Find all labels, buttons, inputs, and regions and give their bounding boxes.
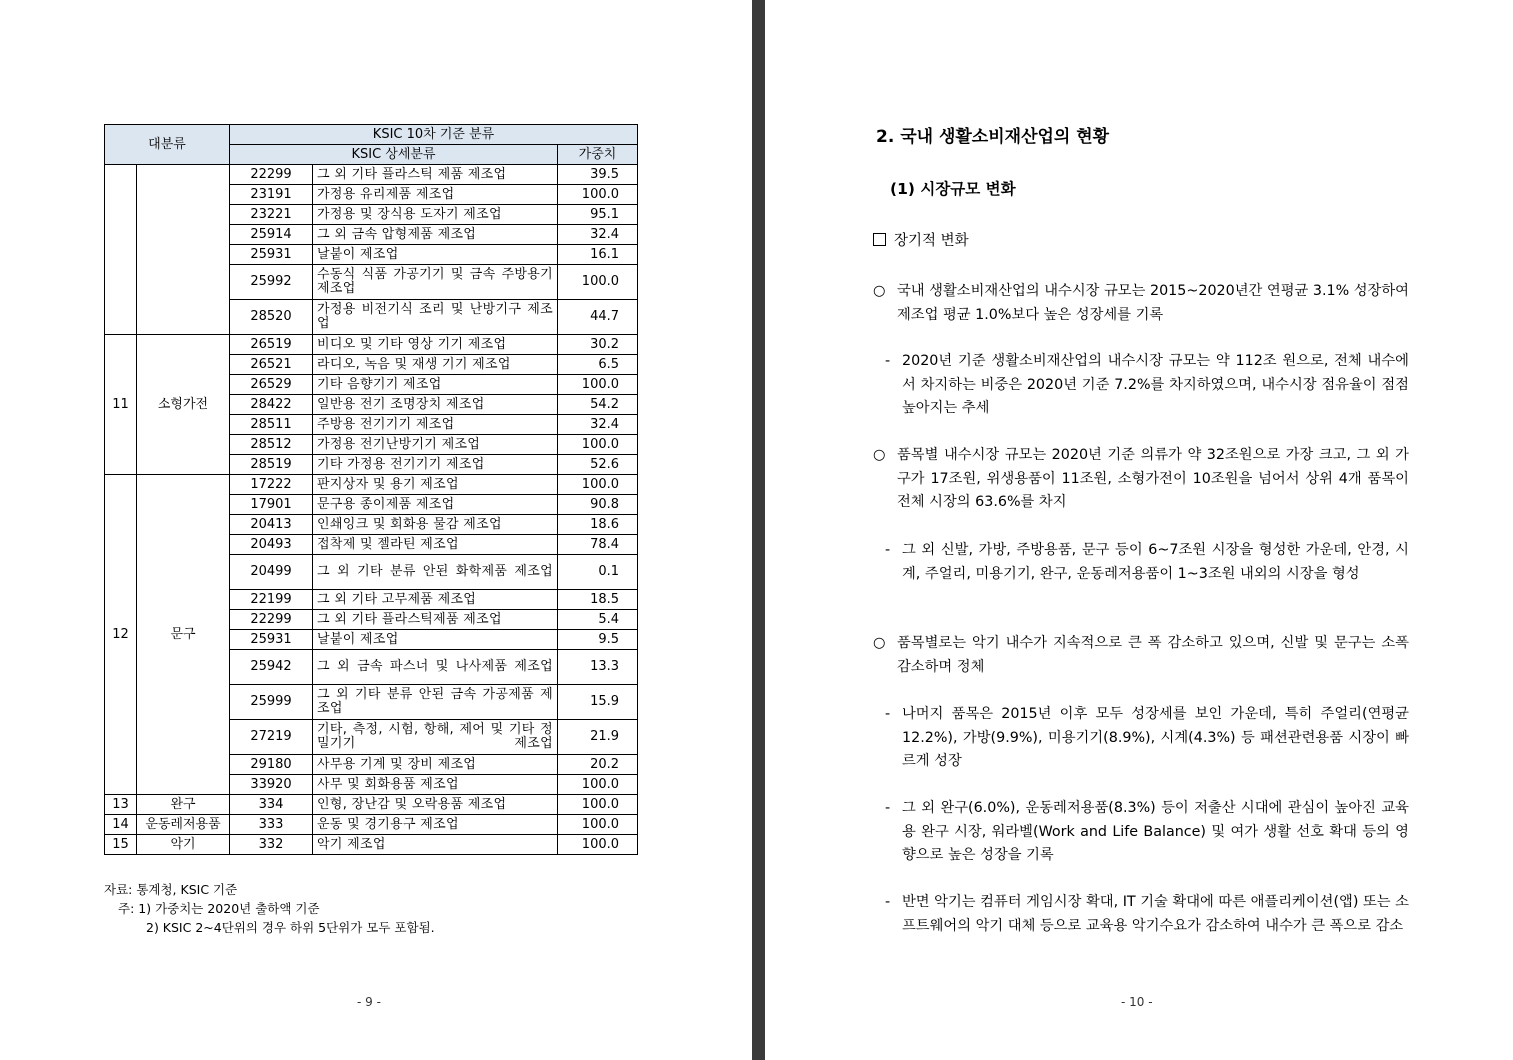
industry-name-cell (313, 555, 558, 590)
industry-name: 그 외 기타 분류 안된 금속 가공제품 제조업 (317, 687, 553, 716)
table-row (105, 165, 638, 185)
ksic-code: 33920 (230, 775, 313, 795)
ksic-code: 22299 (230, 165, 313, 185)
circle-bullet-icon: ○ (873, 283, 886, 299)
weight-value: 100.0 (558, 185, 638, 205)
checkbox-square-icon (873, 233, 886, 246)
industry-name-cell (313, 535, 558, 555)
paragraph-text: 나머지 품목은 2015년 이후 모두 성장세를 보인 가운데, 특히 주얼리(연평균 12.2%), 가방(9.9%), 미용기기(8.9%), 시계(4.3%) 등 패션관련용품 시장이 빠르게 성장 (902, 706, 1409, 769)
subsection-heading: (1) 시장규모 변화 (890, 180, 1016, 198)
industry-name-cell (313, 755, 558, 775)
industry-name-cell (313, 415, 558, 435)
dash-marker: - (885, 353, 891, 369)
industry-name-cell (313, 775, 558, 795)
category-number (105, 165, 137, 335)
ksic-table (104, 124, 638, 855)
ksic-code: 28519 (230, 455, 313, 475)
weight-value: 90.8 (558, 495, 638, 515)
industry-name-cell (313, 355, 558, 375)
industry-name: 그 외 금속 파스너 및 나사제품 제조업 (317, 659, 553, 674)
weight-value: 100.0 (558, 795, 638, 815)
weight-value: 100.0 (558, 265, 638, 300)
paragraph-text: 반면 악기는 컴퓨터 게임시장 확대, IT 기술 확대에 따른 애플리케이션(앱) 또는 소프트웨어의 악기 대체 등으로 교육용 악기수요가 감소하여 내수가 큰 폭으로 감소 (902, 894, 1409, 934)
industry-name: 그 외 기타 플라스틱 제품 제조업 (317, 166, 507, 182)
ksic-code: 25992 (230, 265, 313, 300)
ksic-code: 25931 (230, 245, 313, 265)
section-heading: 2. 국내 생활소비재산업의 현황 (876, 127, 1110, 147)
category-number: 15 (105, 835, 137, 855)
table-row (105, 475, 638, 495)
industry-name: 사무용 기계 및 장비 제조업 (317, 756, 477, 772)
industry-name: 가정용 및 장식용 도자기 제조업 (317, 206, 502, 222)
industry-name: 날붙이 제조업 (317, 631, 399, 647)
weight-value: 100.0 (558, 475, 638, 495)
category-number: 13 (105, 795, 137, 815)
weight-value: 18.6 (558, 515, 638, 535)
weight-value: 95.1 (558, 205, 638, 225)
ksic-code: 22299 (230, 610, 313, 630)
footnote-2: 2) KSIC 2~4단위의 경우 하위 5단위가 모두 포함됨. (146, 920, 435, 935)
industry-name-cell (313, 185, 558, 205)
paragraph-text: 품목별로는 악기 내수가 지속적으로 큰 폭 감소하고 있으며, 신발 및 문구는 소폭 감소하며 정체 (897, 635, 1409, 675)
industry-name-cell (313, 165, 558, 185)
sub-bullet-paragraph (885, 891, 1409, 938)
industry-name: 악기 제조업 (317, 836, 386, 852)
ksic-code: 26519 (230, 335, 313, 355)
weight-value: 39.5 (558, 165, 638, 185)
ksic-code: 26529 (230, 375, 313, 395)
industry-name-cell (313, 455, 558, 475)
ksic-code: 334 (230, 795, 313, 815)
circle-bullet-icon: ○ (873, 635, 886, 651)
weight-value: 16.1 (558, 245, 638, 265)
industry-name: 날붙이 제조업 (317, 246, 399, 262)
weight-value: 52.6 (558, 455, 638, 475)
ksic-code: 25999 (230, 685, 313, 720)
industry-name: 라디오, 녹음 및 재생 기기 제조업 (317, 356, 511, 372)
ksic-code: 17901 (230, 495, 313, 515)
industry-name: 기타, 측정, 시험, 항해, 제어 및 기타 정밀기기 제조업 (317, 722, 553, 751)
industry-name: 접착제 및 젤라틴 제조업 (317, 536, 459, 552)
industry-name-cell (313, 610, 558, 630)
industry-name: 수동식 식품 가공기기 및 금속 주방용기 제조업 (317, 267, 553, 296)
ksic-code: 17222 (230, 475, 313, 495)
category-name: 악기 (137, 835, 230, 855)
industry-name: 가정용 비전기식 조리 및 난방기구 제조업 (317, 302, 553, 331)
ksic-code: 25931 (230, 630, 313, 650)
industry-name: 그 외 금속 압형제품 제조업 (317, 226, 477, 242)
industry-name-cell (313, 205, 558, 225)
weight-value: 44.7 (558, 300, 638, 335)
weight-value: 30.2 (558, 335, 638, 355)
table-header (105, 125, 638, 165)
left-page (0, 0, 752, 1060)
industry-name-cell (313, 685, 558, 720)
industry-name: 가정용 전기난방기기 제조업 (317, 436, 481, 452)
industry-name-cell (313, 395, 558, 415)
dash-marker: - (885, 542, 891, 558)
ksic-code: 25942 (230, 650, 313, 685)
category-number: 14 (105, 815, 137, 835)
weight-value: 100.0 (558, 775, 638, 795)
paragraph-text: 그 외 완구(6.0%), 운동레저용품(8.3%) 등이 저출산 시대에 관심이 높아진 교육용 완구 시장, 워라벨(Work and Life Balance) 및 여가 생활 선호 확대 등의 영향으로 높은 성장을 기록 (902, 800, 1409, 863)
topic-heading (873, 229, 969, 250)
weight-value: 0.1 (558, 555, 638, 590)
footnote-1: 주: 1) 가중치는 2020년 출하액 기준 (118, 901, 320, 916)
ksic-code: 20499 (230, 555, 313, 590)
industry-name: 판지상자 및 용기 제조업 (317, 476, 459, 492)
ksic-code: 27219 (230, 720, 313, 755)
industry-name-cell (313, 435, 558, 455)
table-notes (104, 880, 704, 937)
ksic-code: 25914 (230, 225, 313, 245)
industry-name-cell (313, 265, 558, 300)
ksic-code: 28511 (230, 415, 313, 435)
ksic-code: 23191 (230, 185, 313, 205)
industry-name-cell (313, 475, 558, 495)
industry-name-cell (313, 375, 558, 395)
weight-value: 21.9 (558, 720, 638, 755)
table-row (105, 835, 638, 855)
sub-bullet-paragraph (885, 539, 1409, 586)
weight-value: 13.3 (558, 650, 638, 685)
ksic-code: 20413 (230, 515, 313, 535)
ksic-code: 29180 (230, 755, 313, 775)
industry-name-cell (313, 515, 558, 535)
header-major-category: 대분류 (105, 125, 230, 165)
industry-name-cell (313, 795, 558, 815)
weight-value: 100.0 (558, 835, 638, 855)
category-name: 소형가전 (137, 335, 230, 475)
sub-bullet-paragraph (885, 350, 1409, 421)
ksic-code: 28422 (230, 395, 313, 415)
paragraph-text: 품목별 내수시장 규모는 2020년 기준 의류가 약 32조원으로 가장 크고, 그 외 가구가 17조원, 위생용품이 11조원, 소형가전이 10조원을 넘어서 상위 4개 품목이 전체 시장의 63.6%를 차지 (897, 447, 1409, 510)
circle-bullet-icon: ○ (873, 447, 886, 463)
industry-name: 인쇄잉크 및 회화용 물감 제조업 (317, 516, 502, 532)
ksic-code: 28520 (230, 300, 313, 335)
weight-value: 32.4 (558, 225, 638, 245)
page-number-right: - 10 - (1121, 995, 1153, 1009)
weight-value: 15.9 (558, 685, 638, 720)
sub-bullet-paragraph (885, 797, 1409, 868)
weight-value: 100.0 (558, 815, 638, 835)
industry-name: 사무 및 회화용품 제조업 (317, 776, 459, 792)
weight-value: 18.5 (558, 590, 638, 610)
industry-name: 문구용 종이제품 제조업 (317, 496, 455, 512)
bullet-paragraph (873, 280, 1409, 327)
ksic-code: 28512 (230, 435, 313, 455)
ksic-code: 333 (230, 815, 313, 835)
page-number-left: - 9 - (357, 995, 381, 1009)
sub-bullet-paragraph (885, 703, 1409, 774)
industry-name: 그 외 기타 고무제품 제조업 (317, 591, 477, 607)
industry-name: 운동 및 경기용구 제조업 (317, 816, 459, 832)
industry-name-cell (313, 590, 558, 610)
table-row (105, 795, 638, 815)
industry-name-cell (313, 630, 558, 650)
table-body (105, 165, 638, 855)
category-name: 문구 (137, 475, 230, 795)
industry-name: 비디오 및 기타 영상 기기 제조업 (317, 336, 507, 352)
dash-marker: - (885, 894, 891, 910)
header-detail-classification: KSIC 상세분류 (230, 145, 558, 165)
category-number: 11 (105, 335, 137, 475)
weight-value: 32.4 (558, 415, 638, 435)
industry-name: 가정용 유리제품 제조업 (317, 186, 455, 202)
industry-name-cell (313, 720, 558, 755)
weight-value: 5.4 (558, 610, 638, 630)
source-note: 자료: 통계청, KSIC 기준 (104, 882, 238, 897)
industry-name: 기타 음향기기 제조업 (317, 376, 442, 392)
industry-name-cell (313, 225, 558, 245)
dash-marker: - (885, 706, 891, 722)
ksic-code: 20493 (230, 535, 313, 555)
category-number: 12 (105, 475, 137, 795)
industry-name: 기타 가정용 전기기기 제조업 (317, 456, 485, 472)
table-row (105, 815, 638, 835)
industry-name-cell (313, 245, 558, 265)
industry-name-cell (313, 650, 558, 685)
table-row (105, 335, 638, 355)
industry-name: 그 외 기타 분류 안된 화학제품 제조업 (317, 564, 553, 579)
paragraph-text: 국내 생활소비재산업의 내수시장 규모는 2015~2020년간 연평균 3.1% 성장하여 제조업 평균 1.0%보다 높은 성장세를 기록 (897, 283, 1409, 323)
paragraph-text: 2020년 기준 생활소비재산업의 내수시장 규모는 약 112조 원으로, 전체 내수에서 차지하는 비중은 2020년 기준 7.2%를 차지하였으며, 내수시장 점유율이 점점 높아지는 추세 (902, 353, 1409, 416)
bullet-paragraph (873, 444, 1409, 515)
weight-value: 100.0 (558, 435, 638, 455)
header-weight: 가중치 (558, 145, 638, 165)
industry-name-cell (313, 300, 558, 335)
bullet-paragraph (873, 632, 1409, 679)
weight-value: 100.0 (558, 375, 638, 395)
ksic-code: 332 (230, 835, 313, 855)
category-name (137, 165, 230, 335)
ksic-code: 26521 (230, 355, 313, 375)
weight-value: 20.2 (558, 755, 638, 775)
right-page (765, 0, 1513, 1060)
industry-name-cell (313, 835, 558, 855)
industry-name-cell (313, 335, 558, 355)
dash-marker: - (885, 800, 891, 816)
ksic-code: 23221 (230, 205, 313, 225)
industry-name-cell (313, 815, 558, 835)
category-name: 운동레저용품 (137, 815, 230, 835)
weight-value: 9.5 (558, 630, 638, 650)
topic-label: 장기적 변화 (894, 233, 969, 249)
industry-name: 인형, 장난감 및 오락용품 제조업 (317, 796, 507, 812)
weight-value: 6.5 (558, 355, 638, 375)
header-ksic-classification: KSIC 10차 기준 분류 (230, 125, 638, 145)
category-name: 완구 (137, 795, 230, 815)
industry-name: 주방용 전기기기 제조업 (317, 416, 455, 432)
industry-name: 일반용 전기 조명장치 제조업 (317, 396, 485, 412)
industry-name: 그 외 기타 플라스틱제품 제조업 (317, 611, 502, 627)
page-divider (752, 0, 765, 1060)
weight-value: 78.4 (558, 535, 638, 555)
paragraph-text: 그 외 신발, 가방, 주방용품, 문구 등이 6~7조원 시장을 형성한 가운데, 안경, 시계, 주얼리, 미용기기, 완구, 운동레저용품이 1~3조원 내외의 시장을 형성 (902, 542, 1409, 582)
weight-value: 54.2 (558, 395, 638, 415)
ksic-code: 22199 (230, 590, 313, 610)
industry-name-cell (313, 495, 558, 515)
